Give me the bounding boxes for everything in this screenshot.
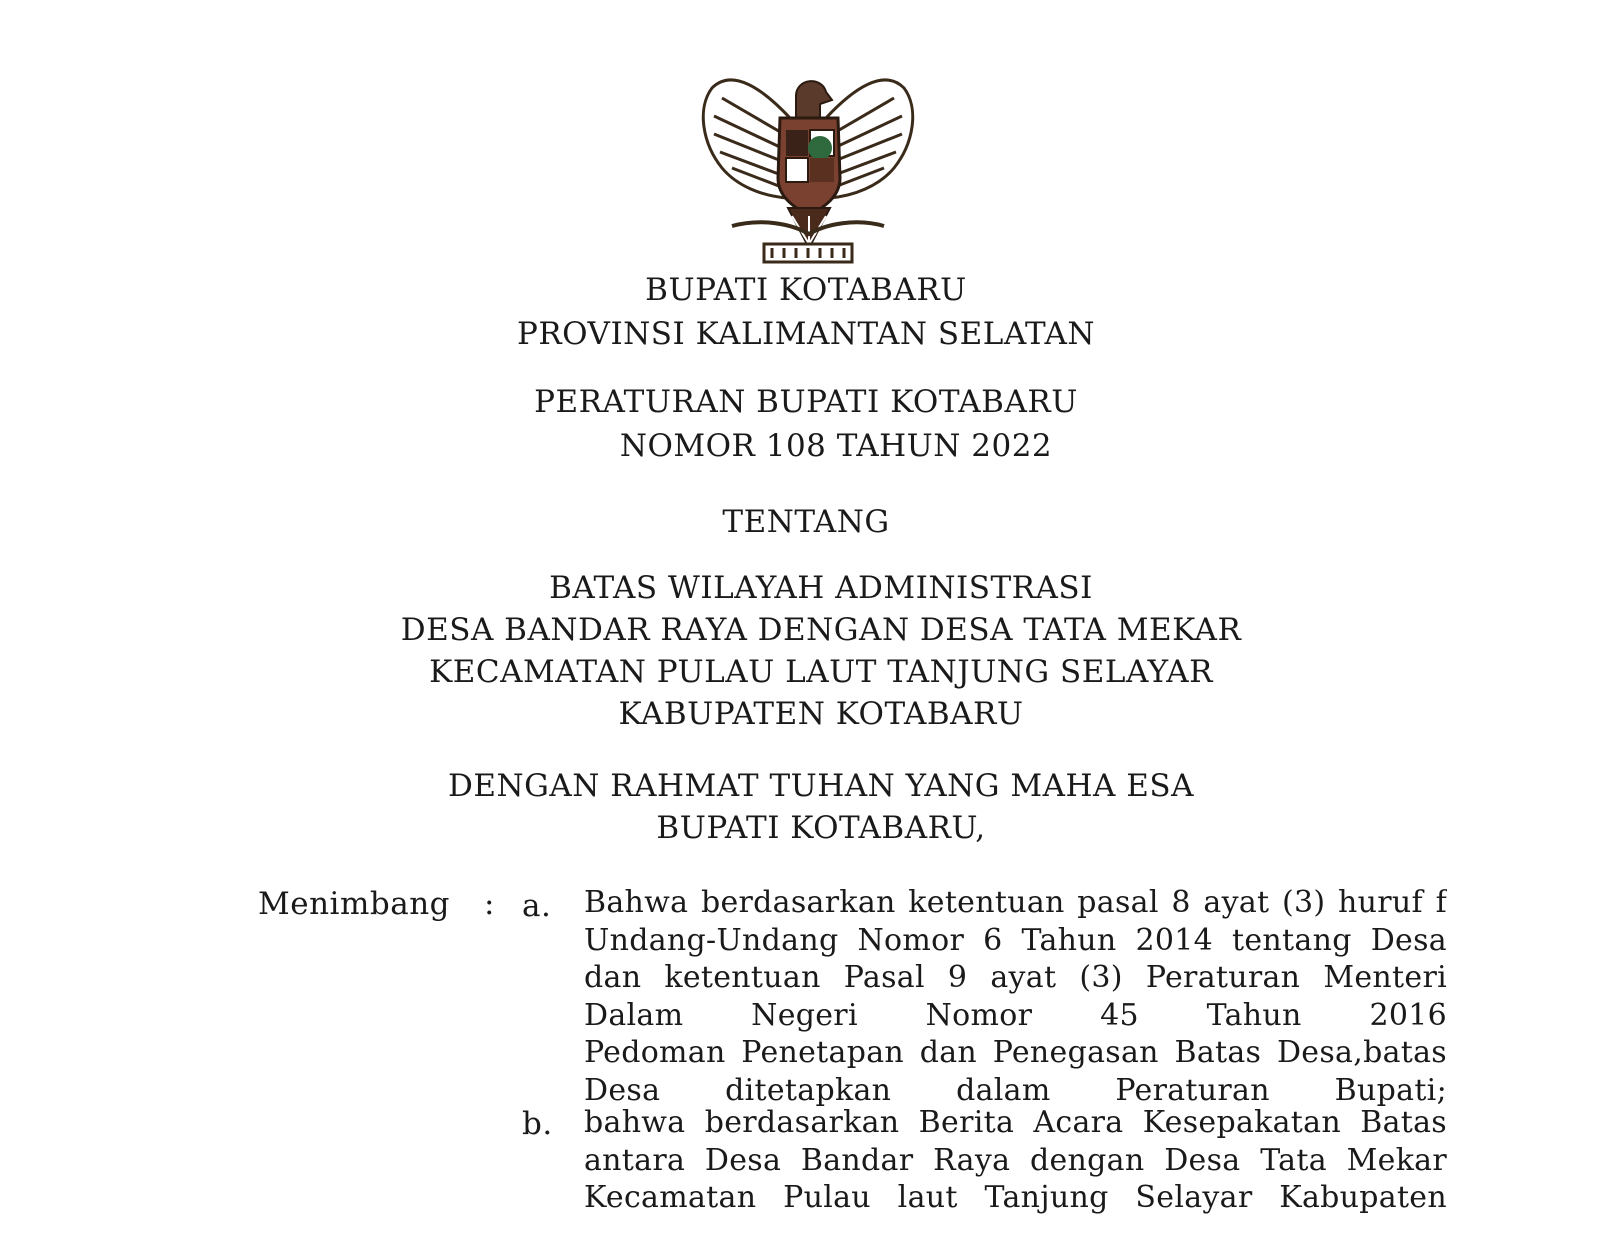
subject-line-3: KECAMATAN PULAU LAUT TANJUNG SELAYAR: [429, 654, 1213, 690]
considering-colon: :: [484, 886, 495, 922]
subject-line-4: KABUPATEN KOTABARU: [618, 696, 1024, 732]
item-b-line: bahwa berdasarkan Berita Acara Kesepakatan Batas: [584, 1105, 1447, 1140]
item-b-marker: b.: [522, 1106, 553, 1142]
item-a-text: [584, 884, 1447, 1109]
item-a-line: Dalam Negeri Nomor 45 Tahun 2016: [584, 997, 1447, 1033]
item-b-text: [584, 1104, 1447, 1217]
item-b-line: Kecamatan Pulau laut Tanjung Selayar Kabupaten: [584, 1180, 1447, 1215]
subject-line-2: DESA BANDAR RAYA DENGAN DESA TATA MEKAR: [400, 612, 1242, 648]
item-a-line: Pedoman Penetapan dan Penegasan Batas Desa,batas: [584, 1035, 1447, 1070]
preamble-line-2: BUPATI KOTABARU,: [656, 810, 986, 846]
item-a-line: dan ketentuan Pasal 9 ayat (3) Peraturan Menteri: [584, 960, 1447, 995]
garuda-emblem-icon: [692, 48, 924, 270]
regulation-about: TENTANG: [722, 504, 890, 540]
item-a-line: Desa ditetapkan dalam Peraturan Bupati;: [584, 1072, 1447, 1108]
considering-label: Menimbang: [258, 886, 450, 922]
item-a-line: Undang-Undang Nomor 6 Tahun 2014 tentang Desa: [584, 922, 1447, 958]
item-a-line: Bahwa berdasarkan ketentuan pasal 8 ayat (3) huruf f: [584, 885, 1447, 920]
regulation-number: NOMOR 108 TAHUN 2022: [619, 428, 1053, 464]
item-a-marker: a.: [522, 888, 552, 924]
item-b-line: antara Desa Bandar Raya dengan Desa Tata Mekar: [584, 1142, 1447, 1178]
authority-title: BUPATI KOTABARU: [645, 272, 967, 308]
province-title: PROVINSI KALIMANTAN SELATAN: [516, 316, 1096, 352]
subject-line-1: BATAS WILAYAH ADMINISTRASI: [549, 570, 1093, 606]
preamble-line-1: DENGAN RAHMAT TUHAN YANG MAHA ESA: [447, 768, 1194, 804]
regulation-type: PERATURAN BUPATI KOTABARU: [534, 384, 1078, 420]
